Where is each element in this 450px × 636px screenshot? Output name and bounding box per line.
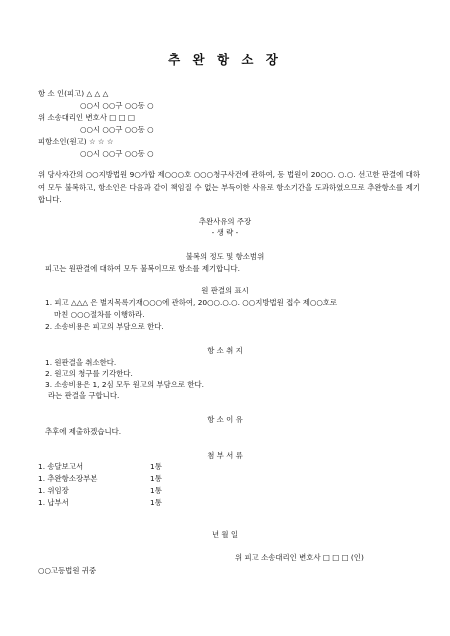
reason-omitted: - 생 략 -: [211, 228, 239, 237]
original-item-2: 2. 소송비용은 피고의 부담으로 한다.: [45, 322, 164, 331]
reason-heading: 추완사유의 주장: [198, 217, 252, 226]
document-title: 추 완 항 소 장: [168, 52, 282, 67]
court-addressee: ○○고등법원 귀중: [38, 566, 97, 575]
agent-label: 위 소송대리인 변호사 □ □ □: [38, 113, 135, 122]
appellant-address: ○○시 ○○구 ○○동 ○: [80, 101, 154, 110]
original-item-1-continued: 마친 ○○○절차를 이행하라.: [54, 310, 145, 319]
agent-address: ○○시 ○○구 ○○동 ○: [80, 125, 154, 134]
intro-paragraph: 위 당사자간의 ○○지방법원 9○가합 제○○○호 ○○○청구사건에 관하여, 동 법원이 20○○. ○.○. 선고한 판결에 대하여 모두 불복하고, 항소인은 다음과 같이 책임질 수 없는 부득이한 사유로 항소기간을 도과하였으므로 추완항소를 제기합니다.: [38, 170, 420, 204]
appellee-address: ○○시 ○○구 ○○동 ○: [80, 149, 154, 158]
attachments-heading: 첨 부 서 류: [207, 451, 243, 460]
purpose-item-3: 3. 소송비용은 1, 2심 모두 원고의 부담으로 한다.: [45, 380, 204, 389]
attachment-qty: 1통: [150, 498, 162, 507]
appeal-grounds-text: 추후에 제출하겠습니다.: [45, 427, 122, 436]
appeal-purpose-heading: 항 소 취 지: [207, 346, 243, 355]
attachment-qty: 1통: [150, 462, 162, 471]
purpose-closing: 라는 판결을 구합니다.: [48, 391, 120, 400]
attachment-name: 1. 납부서: [38, 498, 69, 507]
attachment-name: 1. 위임장: [38, 486, 69, 495]
scope-heading: 불복의 정도 및 항소범위: [185, 252, 265, 261]
attachment-qty: 1통: [150, 486, 162, 495]
scope-text: 피고는 원판결에 대하여 모두 불복이므로 항소를 제기합니다.: [45, 264, 240, 273]
appeal-grounds-heading: 항 소 이 유: [207, 415, 243, 424]
original-judgment-heading: 원 판결의 표시: [201, 286, 249, 295]
appellee-label: 피항소인(원고) ☆ ☆ ☆: [38, 137, 114, 146]
attachment-name: 1. 송달보고서: [38, 462, 84, 471]
date-line: 년 월 일: [211, 530, 239, 539]
attachment-qty: 1통: [150, 474, 162, 483]
purpose-item-1: 1. 원판결을 취소한다.: [45, 358, 117, 367]
signature-line: 위 피고 소송대리인 변호사 □ □ □ (인): [235, 553, 364, 562]
attachment-name: 1. 추완항소장부본: [38, 474, 98, 483]
original-item-1: 1. 피고 △△△ 은 별지목록기재○○○에 관하여, 20○○.○.○. ○○지방법원 접수 제○○호로: [45, 298, 338, 307]
purpose-item-2: 2. 원고의 청구를 기각한다.: [45, 369, 133, 378]
appellant-label: 항 소 인(피고) △ △ △: [38, 89, 109, 98]
